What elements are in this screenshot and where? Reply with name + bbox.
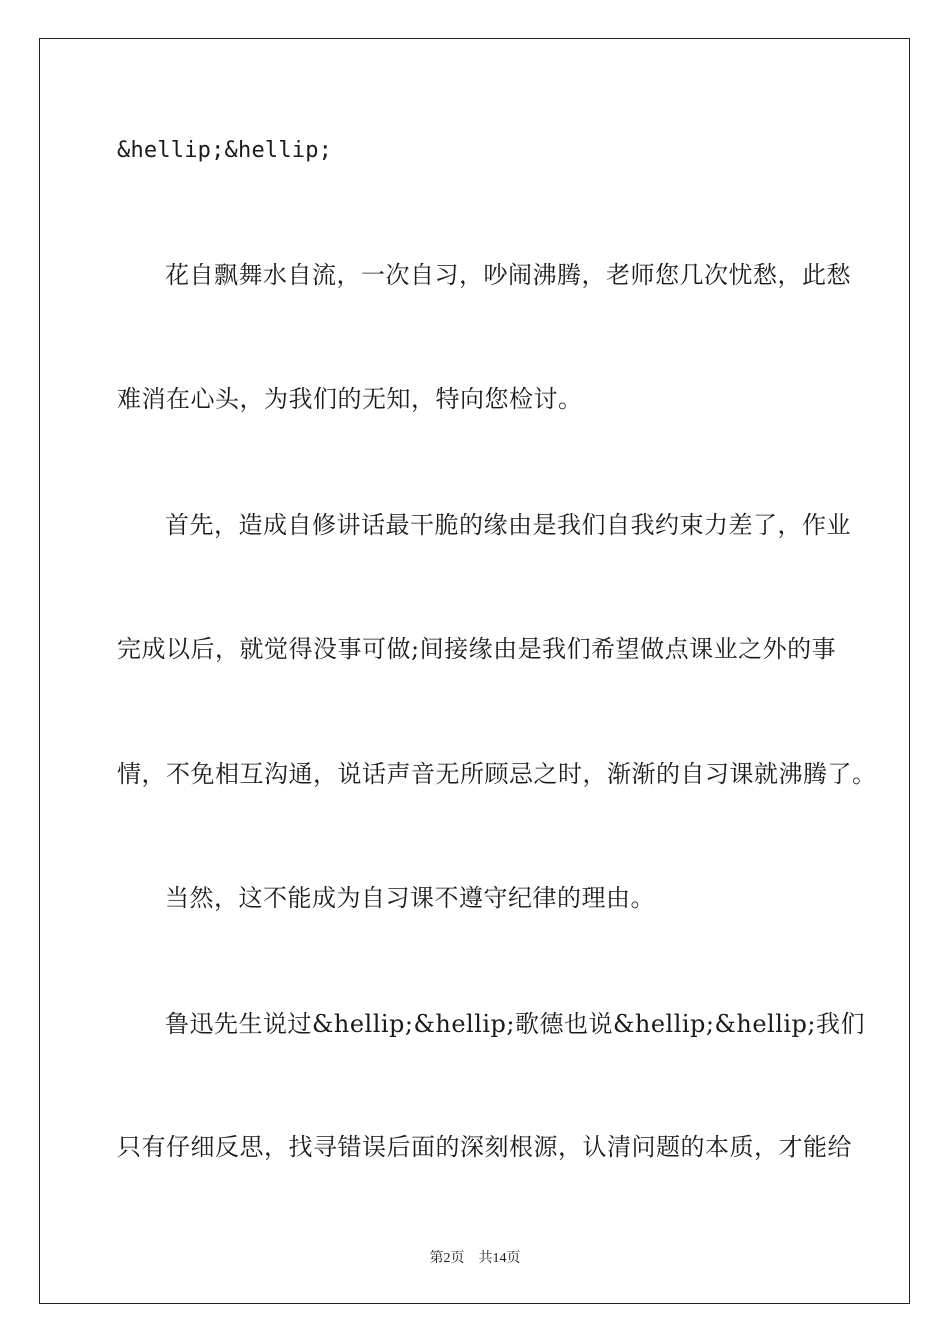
paragraph-2-line-3: 情，不免相互沟通，说话声音无所顾忌之时，渐渐的自习课就沸腾了。 <box>117 760 877 788</box>
paragraph-1-line-1: 花自飘舞水自流，一次自习，吵闹沸腾，老师您几次忧愁，此愁 <box>165 261 851 289</box>
page-footer <box>0 1247 950 1267</box>
paragraph-3-line-1: 当然，这不能成为自习课不遵守纪律的理由。 <box>165 884 655 912</box>
paragraph-1-line-2: 难消在心头，为我们的无知，特向您检讨。 <box>117 385 583 413</box>
paragraph-4-line-2: 只有仔细反思，找寻错误后面的深刻根源，认清问题的本质，才能给 <box>117 1133 852 1161</box>
page-number: 第2页 <box>429 1251 465 1266</box>
total-pages: 共14页 <box>478 1251 521 1266</box>
paragraph-2-line-1: 首先，造成自修讲话最干脆的缘由是我们自我约束力差了，作业 <box>165 511 851 539</box>
text-line-ellipsis: &hellip;&hellip; <box>117 138 333 163</box>
page-frame <box>39 38 910 1304</box>
paragraph-4-line-1: 鲁迅先生说过&hellip;&hellip;歌德也说&hellip;&hellip;我们 <box>165 1010 865 1038</box>
paragraph-2-line-2: 完成以后，就觉得没事可做;间接缘由是我们希望做点课业之外的事 <box>117 635 837 663</box>
